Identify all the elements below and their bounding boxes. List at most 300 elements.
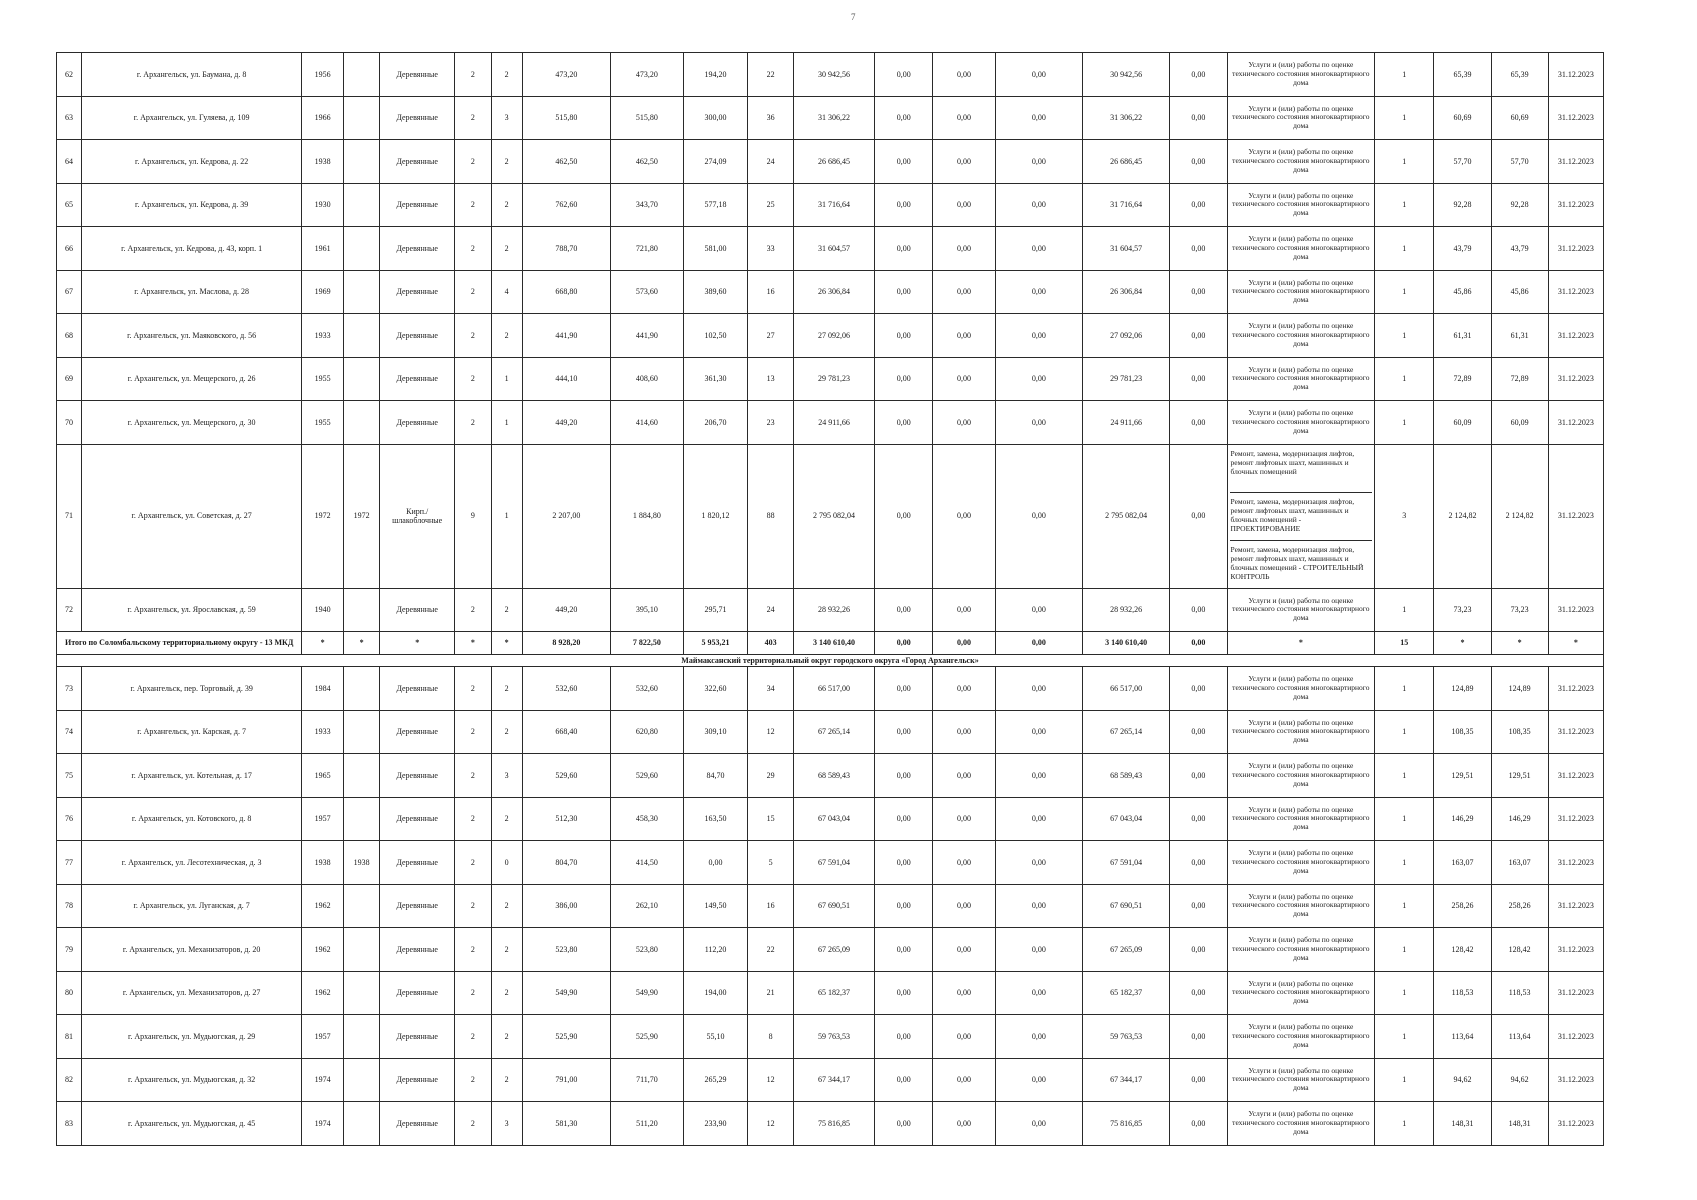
total-area-cell: 512,30 <box>522 797 610 841</box>
owners-funds-cell: 2 795 082,04 <box>1083 444 1170 588</box>
fund-cell: 0,00 <box>933 1058 995 1102</box>
premises-area-cell: 525,90 <box>611 1015 684 1059</box>
total-fund: 0,00 <box>875 632 933 655</box>
fund-cell: 0,00 <box>933 754 995 798</box>
fund-cell: 0,00 <box>1170 710 1227 754</box>
total-area-cell: 762,60 <box>522 183 610 227</box>
total-cost-cell: 26 306,84 <box>794 270 875 314</box>
work-type-cell: Услуги и (или) работы по оценке технического состояния многоквартирного дома <box>1227 797 1375 841</box>
residents-cell: 24 <box>748 140 794 184</box>
row-number: 81 <box>57 1015 82 1059</box>
row-number: 77 <box>57 841 82 885</box>
unit-cost-cell: 72,89 <box>1434 357 1491 401</box>
owners-funds-cell: 67 265,14 <box>1083 710 1170 754</box>
total-cost-cell: 31 604,57 <box>794 227 875 271</box>
wall-material-cell: Деревянные <box>380 270 455 314</box>
fund-cell: 0,00 <box>995 357 1082 401</box>
fund-cell: 0,00 <box>995 971 1082 1015</box>
total-area-cell: 523,80 <box>522 928 610 972</box>
wall-material-cell: Деревянные <box>380 1015 455 1059</box>
unit-cost-max-cell: 148,31 <box>1491 1102 1548 1146</box>
residential-area-cell: 206,70 <box>683 401 747 445</box>
residents-cell: 21 <box>748 971 794 1015</box>
unit-cost-max-cell: 163,07 <box>1491 841 1548 885</box>
year-built-cell: 1961 <box>302 227 344 271</box>
residential-area-cell: 300,00 <box>683 96 747 140</box>
premises-area-cell: 414,50 <box>611 841 684 885</box>
premises-area-cell: 515,80 <box>611 96 684 140</box>
entrances-cell: 2 <box>491 667 522 711</box>
entrances-cell: 2 <box>491 183 522 227</box>
floors-cell: 2 <box>455 667 491 711</box>
address-cell: г. Архангельск, ул. Баумана, д. 8 <box>81 53 301 97</box>
residential-area-cell: 1 820,12 <box>683 444 747 588</box>
residential-area-cell: 322,60 <box>683 667 747 711</box>
unit-cost-cell: 146,29 <box>1434 797 1491 841</box>
residents-cell: 16 <box>748 270 794 314</box>
fund-cell: 0,00 <box>995 710 1082 754</box>
table-row <box>57 53 1604 97</box>
table-row <box>57 710 1604 754</box>
residents-cell: 8 <box>748 1015 794 1059</box>
fund-cell: 0,00 <box>933 444 995 588</box>
units-cell: 1 <box>1375 270 1434 314</box>
fund-cell: 0,00 <box>1170 667 1227 711</box>
deadline-cell: 31.12.2023 <box>1548 667 1603 711</box>
row-number: 68 <box>57 314 82 358</box>
fund-cell: 0,00 <box>875 183 933 227</box>
fund-cell: 0,00 <box>875 841 933 885</box>
units-cell: 1 <box>1375 971 1434 1015</box>
units-cell: 1 <box>1375 401 1434 445</box>
wall-material-cell: Деревянные <box>380 797 455 841</box>
fund-cell: 0,00 <box>995 401 1082 445</box>
total-cost-cell: 67 265,14 <box>794 710 875 754</box>
year-built-cell: 1957 <box>302 797 344 841</box>
premises-area-cell: 711,70 <box>611 1058 684 1102</box>
residents-cell: 12 <box>748 1058 794 1102</box>
address-cell: г. Архангельск, ул. Мудьюгская, д. 45 <box>81 1102 301 1146</box>
total-placeholder: * <box>491 632 522 655</box>
premises-area-cell: 473,20 <box>611 53 684 97</box>
fund-cell: 0,00 <box>995 444 1082 588</box>
year-commissioned-cell <box>343 1102 379 1146</box>
year-commissioned-cell <box>343 667 379 711</box>
total-cost-cell: 24 911,66 <box>794 401 875 445</box>
owners-funds-cell: 67 344,17 <box>1083 1058 1170 1102</box>
deadline-cell: 31.12.2023 <box>1548 971 1603 1015</box>
deadline-cell: 31.12.2023 <box>1548 1102 1603 1146</box>
entrances-cell: 2 <box>491 140 522 184</box>
entrances-cell: 2 <box>491 314 522 358</box>
year-commissioned-cell <box>343 710 379 754</box>
units-cell: 1 <box>1375 1058 1434 1102</box>
total-area-cell: 668,80 <box>522 270 610 314</box>
entrances-cell: 1 <box>491 401 522 445</box>
address-cell: г. Архангельск, ул. Мудьюгская, д. 32 <box>81 1058 301 1102</box>
row-number: 82 <box>57 1058 82 1102</box>
fund-cell: 0,00 <box>995 667 1082 711</box>
work-type-cell: Услуги и (или) работы по оценке технического состояния многоквартирного дома <box>1227 588 1375 632</box>
fund-cell: 0,00 <box>995 227 1082 271</box>
floors-cell: 2 <box>455 1102 491 1146</box>
premises-area-cell: 532,60 <box>611 667 684 711</box>
deadline-cell: 31.12.2023 <box>1548 444 1603 588</box>
owners-funds-cell: 75 816,85 <box>1083 1102 1170 1146</box>
unit-cost-max-cell: 129,51 <box>1491 754 1548 798</box>
year-built-cell: 1955 <box>302 357 344 401</box>
table-row <box>57 401 1604 445</box>
fund-cell: 0,00 <box>933 183 995 227</box>
year-built-cell: 1957 <box>302 1015 344 1059</box>
year-built-cell: 1930 <box>302 183 344 227</box>
wall-material-cell: Деревянные <box>380 1102 455 1146</box>
total-area-cell: 549,90 <box>522 971 610 1015</box>
fund-cell: 0,00 <box>1170 444 1227 588</box>
premises-area-cell: 441,90 <box>611 314 684 358</box>
total-area-cell: 462,50 <box>522 140 610 184</box>
work-type-cell: Услуги и (или) работы по оценке технического состояния многоквартирного дома <box>1227 971 1375 1015</box>
unit-cost-max-cell: 128,42 <box>1491 928 1548 972</box>
wall-material-cell: Деревянные <box>380 754 455 798</box>
units-cell: 1 <box>1375 314 1434 358</box>
deadline-cell: 31.12.2023 <box>1548 841 1603 885</box>
total-cost-cell: 26 686,45 <box>794 140 875 184</box>
unit-cost-max-cell: 43,79 <box>1491 227 1548 271</box>
fund-cell: 0,00 <box>995 140 1082 184</box>
units-cell: 1 <box>1375 754 1434 798</box>
entrances-cell: 1 <box>491 357 522 401</box>
year-built-cell: 1974 <box>302 1058 344 1102</box>
work-type-cell: Услуги и (или) работы по оценке технического состояния многоквартирного дома <box>1227 96 1375 140</box>
fund-cell: 0,00 <box>1170 270 1227 314</box>
year-built-cell: 1938 <box>302 140 344 184</box>
work-type-lift-supervision: Ремонт, замена, модернизация лифтов, ремонт лифтовых шахт, машинных и блочных помещений - СТРОИТЕЛЬНЫЙ КОНТРОЛЬ <box>1230 544 1364 581</box>
year-commissioned-cell <box>343 754 379 798</box>
address-cell: г. Архангельск, ул. Гуляева, д. 109 <box>81 96 301 140</box>
premises-area-cell: 721,80 <box>611 227 684 271</box>
total-cost-cell: 31 306,22 <box>794 96 875 140</box>
total-placeholder: * <box>343 632 379 655</box>
total-fund: 0,00 <box>933 632 995 655</box>
owners-funds-cell: 68 589,43 <box>1083 754 1170 798</box>
units-cell: 1 <box>1375 227 1434 271</box>
address-cell: г. Архангельск, ул. Кедрова, д. 43, корп. 1 <box>81 227 301 271</box>
premises-area-cell: 262,10 <box>611 884 684 928</box>
wall-material-cell: Деревянные <box>380 96 455 140</box>
premises-area-cell: 549,90 <box>611 971 684 1015</box>
row-number: 66 <box>57 227 82 271</box>
work-type-cell: Услуги и (или) работы по оценке технического состояния многоквартирного дома <box>1227 1015 1375 1059</box>
floors-cell: 2 <box>455 971 491 1015</box>
fund-cell: 0,00 <box>1170 53 1227 97</box>
fund-cell: 0,00 <box>933 53 995 97</box>
units-cell: 1 <box>1375 667 1434 711</box>
unit-cost-max-cell: 124,89 <box>1491 667 1548 711</box>
year-commissioned-cell <box>343 1058 379 1102</box>
work-type-cell: Услуги и (или) работы по оценке технического состояния многоквартирного дома <box>1227 401 1375 445</box>
total-area: 8 928,20 <box>522 632 610 655</box>
total-cost-cell: 66 517,00 <box>794 667 875 711</box>
entrances-cell: 2 <box>491 928 522 972</box>
address-cell: г. Архангельск, ул. Мудьюгская, д. 29 <box>81 1015 301 1059</box>
total-placeholder: * <box>1434 632 1491 655</box>
residential-area-cell: 581,00 <box>683 227 747 271</box>
unit-cost-cell: 57,70 <box>1434 140 1491 184</box>
floors-cell: 2 <box>455 53 491 97</box>
year-built-cell: 1956 <box>302 53 344 97</box>
total-cost-cell: 2 795 082,04 <box>794 444 875 588</box>
entrances-cell: 2 <box>491 1015 522 1059</box>
deadline-cell: 31.12.2023 <box>1548 797 1603 841</box>
fund-cell: 0,00 <box>875 1102 933 1146</box>
fund-cell: 0,00 <box>1170 928 1227 972</box>
premises-area-cell: 511,20 <box>611 1102 684 1146</box>
section-title: Маймаксанский территориальный округ городского округа «Город Архангельск» <box>57 655 1604 667</box>
row-number: 79 <box>57 928 82 972</box>
row-number: 65 <box>57 183 82 227</box>
fund-cell: 0,00 <box>995 1015 1082 1059</box>
deadline-cell: 31.12.2023 <box>1548 183 1603 227</box>
address-cell: г. Архангельск, ул. Лесотехническая, д. 3 <box>81 841 301 885</box>
fund-cell: 0,00 <box>875 270 933 314</box>
fund-cell: 0,00 <box>933 96 995 140</box>
total-area-cell: 444,10 <box>522 357 610 401</box>
units-cell: 1 <box>1375 1102 1434 1146</box>
work-type-cell: Услуги и (или) работы по оценке технического состояния многоквартирного дома <box>1227 227 1375 271</box>
total-cost-cell: 65 182,37 <box>794 971 875 1015</box>
fund-cell: 0,00 <box>933 314 995 358</box>
fund-cell: 0,00 <box>875 96 933 140</box>
row-number: 67 <box>57 270 82 314</box>
premises-area-cell: 408,60 <box>611 357 684 401</box>
entrances-cell: 3 <box>491 96 522 140</box>
row-number: 70 <box>57 401 82 445</box>
fund-cell: 0,00 <box>933 227 995 271</box>
fund-cell: 0,00 <box>1170 588 1227 632</box>
residents-cell: 36 <box>748 96 794 140</box>
total-cost-cell: 68 589,43 <box>794 754 875 798</box>
floors-cell: 2 <box>455 884 491 928</box>
deadline-cell: 31.12.2023 <box>1548 754 1603 798</box>
total-residents: 403 <box>748 632 794 655</box>
unit-cost-max-cell: 57,70 <box>1491 140 1548 184</box>
fund-cell: 0,00 <box>933 971 995 1015</box>
wall-material-cell: Деревянные <box>380 667 455 711</box>
fund-cell: 0,00 <box>875 667 933 711</box>
work-type-cell: Услуги и (или) работы по оценке технического состояния многоквартирного дома <box>1227 53 1375 97</box>
year-commissioned-cell <box>343 357 379 401</box>
fund-cell: 0,00 <box>933 710 995 754</box>
fund-cell: 0,00 <box>995 53 1082 97</box>
total-cost-cell: 27 092,06 <box>794 314 875 358</box>
work-type-cell: Услуги и (или) работы по оценке технического состояния многоквартирного дома <box>1227 314 1375 358</box>
work-type-cell: Услуги и (или) работы по оценке технического состояния многоквартирного дома <box>1227 140 1375 184</box>
total-cost-cell: 29 781,23 <box>794 357 875 401</box>
deadline-cell: 31.12.2023 <box>1548 884 1603 928</box>
total-placeholder: * <box>380 632 455 655</box>
fund-cell: 0,00 <box>1170 227 1227 271</box>
entrances-cell: 2 <box>491 1058 522 1102</box>
floors-cell: 2 <box>455 1015 491 1059</box>
year-commissioned-cell <box>343 971 379 1015</box>
fund-cell: 0,00 <box>933 841 995 885</box>
premises-area-cell: 414,60 <box>611 401 684 445</box>
row-71-group <box>57 444 1604 588</box>
residents-cell: 29 <box>748 754 794 798</box>
residential-area-cell: 389,60 <box>683 270 747 314</box>
fund-cell: 0,00 <box>995 314 1082 358</box>
fund-cell: 0,00 <box>875 401 933 445</box>
unit-cost-cell: 94,62 <box>1434 1058 1491 1102</box>
unit-cost-max-cell: 94,62 <box>1491 1058 1548 1102</box>
deadline-cell: 31.12.2023 <box>1548 928 1603 972</box>
unit-cost-max-cell: 45,86 <box>1491 270 1548 314</box>
address-cell: г. Архангельск, ул. Механизаторов, д. 27 <box>81 971 301 1015</box>
floors-cell: 2 <box>455 270 491 314</box>
residential-area-cell: 102,50 <box>683 314 747 358</box>
owners-funds-cell: 67 043,04 <box>1083 797 1170 841</box>
unit-cost-max-cell: 92,28 <box>1491 183 1548 227</box>
owners-funds-cell: 31 604,57 <box>1083 227 1170 271</box>
fund-cell: 0,00 <box>875 971 933 1015</box>
unit-cost-max-cell: 65,39 <box>1491 53 1548 97</box>
floors-cell: 2 <box>455 96 491 140</box>
table-row <box>57 667 1604 711</box>
floors-cell: 2 <box>455 357 491 401</box>
total-area-cell: 668,40 <box>522 710 610 754</box>
table-row <box>57 444 1604 588</box>
deadline-cell: 31.12.2023 <box>1548 53 1603 97</box>
residents-cell: 12 <box>748 710 794 754</box>
deadline-cell: 31.12.2023 <box>1548 1058 1603 1102</box>
fund-cell: 0,00 <box>875 357 933 401</box>
work-type-cell: Услуги и (или) работы по оценке технического состояния многоквартирного дома <box>1227 1102 1375 1146</box>
fund-cell: 0,00 <box>995 928 1082 972</box>
year-commissioned-cell <box>343 797 379 841</box>
fund-cell: 0,00 <box>995 588 1082 632</box>
owners-funds-cell: 26 686,45 <box>1083 140 1170 184</box>
residential-area-cell: 84,70 <box>683 754 747 798</box>
floors-cell: 2 <box>455 797 491 841</box>
floors-cell: 9 <box>455 444 491 588</box>
premises-area-cell: 395,10 <box>611 588 684 632</box>
premises-area-cell: 458,30 <box>611 797 684 841</box>
floors-cell: 2 <box>455 754 491 798</box>
housing-register-table <box>56 52 1604 1146</box>
fund-cell: 0,00 <box>875 444 933 588</box>
table-row <box>57 928 1604 972</box>
owners-funds-cell: 31 716,64 <box>1083 183 1170 227</box>
unit-cost-max-cell: 146,29 <box>1491 797 1548 841</box>
work-type-cell: Услуги и (или) работы по оценке технического состояния многоквартирного дома <box>1227 357 1375 401</box>
fund-cell: 0,00 <box>1170 1058 1227 1102</box>
year-commissioned-cell <box>343 588 379 632</box>
wall-material-cell: Деревянные <box>380 928 455 972</box>
wall-material-cell: Деревянные <box>380 841 455 885</box>
total-cost-cell: 67 591,04 <box>794 841 875 885</box>
entrances-cell: 1 <box>491 444 522 588</box>
year-commissioned-cell <box>343 53 379 97</box>
total-area-cell: 525,90 <box>522 1015 610 1059</box>
total-area-cell: 788,70 <box>522 227 610 271</box>
total-owners-funds: 3 140 610,40 <box>1083 632 1170 655</box>
table-row <box>57 227 1604 271</box>
year-built-cell: 1940 <box>302 588 344 632</box>
total-premises-area: 7 822,50 <box>611 632 684 655</box>
total-placeholder: * <box>1548 632 1603 655</box>
residents-cell: 22 <box>748 928 794 972</box>
year-commissioned-cell <box>343 140 379 184</box>
fund-cell: 0,00 <box>1170 971 1227 1015</box>
fund-cell: 0,00 <box>995 183 1082 227</box>
floors-cell: 2 <box>455 227 491 271</box>
fund-cell: 0,00 <box>995 96 1082 140</box>
table-row <box>57 140 1604 184</box>
table-row <box>57 270 1604 314</box>
owners-funds-cell: 24 911,66 <box>1083 401 1170 445</box>
wall-material-cell: Деревянные <box>380 588 455 632</box>
fund-cell: 0,00 <box>933 588 995 632</box>
entrances-cell: 3 <box>491 1102 522 1146</box>
table-row <box>57 754 1604 798</box>
owners-funds-cell: 28 932,26 <box>1083 588 1170 632</box>
table-row <box>57 183 1604 227</box>
work-type-cell: Услуги и (или) работы по оценке технического состояния многоквартирного дома <box>1227 841 1375 885</box>
deadline-cell: 31.12.2023 <box>1548 710 1603 754</box>
table-row <box>57 884 1604 928</box>
total-area-cell: 449,20 <box>522 588 610 632</box>
deadline-cell: 31.12.2023 <box>1548 588 1603 632</box>
floors-cell: 2 <box>455 314 491 358</box>
fund-cell: 0,00 <box>1170 401 1227 445</box>
owners-funds-cell: 30 942,56 <box>1083 53 1170 97</box>
total-area-cell: 581,30 <box>522 1102 610 1146</box>
address-cell: г. Архангельск, ул. Маяковского, д. 56 <box>81 314 301 358</box>
unit-cost-cell: 65,39 <box>1434 53 1491 97</box>
work-type-lift: Ремонт, замена, модернизация лифтов, ремонт лифтовых шахт, машинных и блочных помещений <box>1230 445 1373 493</box>
wall-material-cell: Деревянные <box>380 710 455 754</box>
unit-cost-max-cell: 73,23 <box>1491 588 1548 632</box>
units-cell: 1 <box>1375 140 1434 184</box>
deadline-cell: 31.12.2023 <box>1548 1015 1603 1059</box>
total-fund: 0,00 <box>1170 632 1227 655</box>
total-residential-area: 5 953,21 <box>683 632 747 655</box>
premises-area-cell: 1 884,80 <box>611 444 684 588</box>
fund-cell: 0,00 <box>933 401 995 445</box>
year-commissioned-cell <box>343 96 379 140</box>
total-cost-cell: 59 763,53 <box>794 1015 875 1059</box>
fund-cell: 0,00 <box>933 270 995 314</box>
year-built-cell: 1962 <box>302 928 344 972</box>
row-number: 80 <box>57 971 82 1015</box>
address-cell: г. Архангельск, ул. Котельная, д. 17 <box>81 754 301 798</box>
residents-cell: 12 <box>748 1102 794 1146</box>
row-number: 73 <box>57 667 82 711</box>
address-cell: г. Архангельск, ул. Луганская, д. 7 <box>81 884 301 928</box>
floors-cell: 2 <box>455 140 491 184</box>
unit-cost-cell: 60,69 <box>1434 96 1491 140</box>
year-built-cell: 1965 <box>302 754 344 798</box>
fund-cell: 0,00 <box>875 1058 933 1102</box>
year-built-cell: 1984 <box>302 667 344 711</box>
total-cost-cell: 28 932,26 <box>794 588 875 632</box>
row-number: 64 <box>57 140 82 184</box>
floors-cell: 2 <box>455 183 491 227</box>
fund-cell: 0,00 <box>933 667 995 711</box>
entrances-cell: 2 <box>491 884 522 928</box>
total-cost-cell: 75 816,85 <box>794 1102 875 1146</box>
